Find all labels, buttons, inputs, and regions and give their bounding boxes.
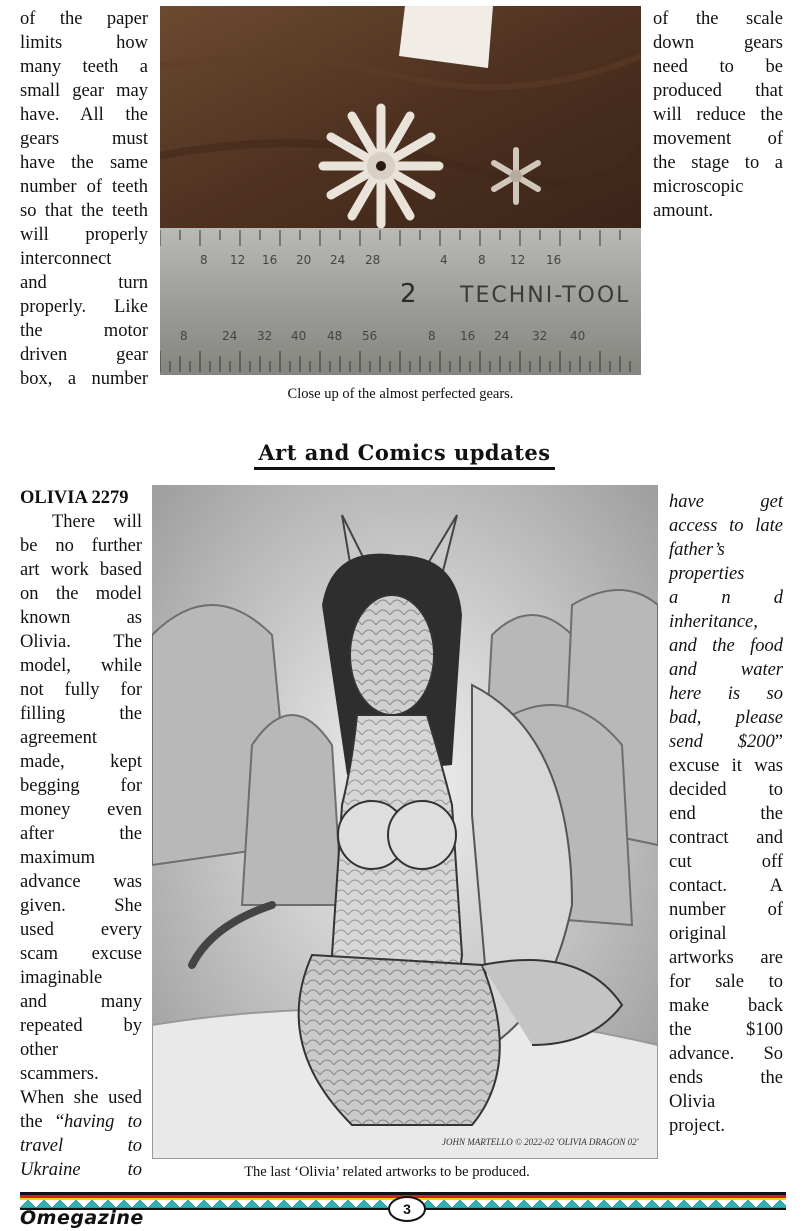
text-line: advance. So: [669, 1044, 783, 1064]
text-line: bad, please: [669, 708, 783, 728]
border-triangle: [628, 1200, 644, 1208]
ruler-tick: 40: [570, 329, 586, 343]
ruler-tick: 20: [296, 253, 312, 267]
border-triangle: [532, 1200, 548, 1208]
text-line: artworks are: [669, 948, 783, 968]
border-triangle: [436, 1200, 452, 1208]
text-line: driven gear: [20, 345, 148, 365]
ruler-tick: 8: [200, 253, 208, 267]
ruler-tick: 12: [230, 253, 246, 267]
ruler-tick: 28: [365, 253, 381, 267]
olivia-artwork-illustration: [152, 485, 658, 1159]
gear-photo-caption: Close up of the almost perfected gears.: [287, 386, 514, 402]
text-line: maximum: [20, 848, 96, 868]
text-line: microscopic: [653, 177, 744, 197]
ruler-tick: 12: [510, 253, 526, 267]
text-line: small gear may: [20, 81, 148, 101]
border-triangle: [724, 1200, 740, 1208]
text-line: other: [20, 1040, 59, 1060]
ruler-tick: 40: [291, 329, 307, 343]
border-triangle: [548, 1200, 564, 1208]
text-line: of the paper: [20, 9, 148, 29]
text-line: will reduce the: [653, 105, 783, 125]
border-triangle: [196, 1200, 212, 1208]
text-line: interconnect: [20, 249, 112, 269]
top-right-column: [653, 7, 783, 223]
text-line: movement of: [653, 129, 783, 149]
text-line: and water: [669, 660, 783, 680]
text-line: down gears: [653, 33, 783, 53]
ruler-tick: 16: [460, 329, 476, 343]
text-line: the stage to a: [653, 153, 783, 173]
text-line: money even: [20, 800, 142, 820]
text-line: limits how: [20, 33, 148, 53]
text-line: need to be: [653, 57, 783, 77]
border-triangle: [580, 1200, 596, 1208]
text-line: contract and: [669, 828, 783, 848]
border-triangle: [708, 1200, 724, 1208]
border-triangle: [644, 1200, 660, 1208]
text-line: access to late: [669, 516, 783, 536]
text-line: Olivia. The: [20, 632, 142, 652]
border-triangle: [308, 1200, 324, 1208]
text-line: produced that: [653, 81, 783, 101]
border-triangle: [772, 1200, 786, 1208]
text-line: amount.: [653, 201, 714, 221]
ruler-tick: 24: [222, 329, 238, 343]
text-line: When she used: [20, 1088, 142, 1108]
border-triangle: [516, 1200, 532, 1208]
ruler-tick: 56: [362, 329, 378, 343]
text-line: model, while: [20, 656, 142, 676]
ruler-tick: 48: [327, 329, 343, 343]
text-line: so that the teeth: [20, 201, 148, 221]
text-line: properly. Like: [20, 297, 148, 317]
text-line: have get: [669, 492, 783, 512]
border-triangle: [276, 1200, 292, 1208]
ruler-tick: 16: [546, 253, 562, 267]
ruler-tick: 24: [330, 253, 346, 267]
text-line: gears must: [20, 129, 148, 149]
gear-photo-illustration: [160, 6, 641, 375]
text-line: agreement: [20, 728, 98, 748]
text-line: a n d: [669, 588, 783, 608]
text-line: the “having to: [20, 1112, 142, 1132]
text-line: art work based: [20, 560, 142, 580]
gear-photo: [160, 6, 641, 375]
border-triangle: [292, 1200, 308, 1208]
text-line: box, a number: [20, 369, 148, 389]
section-heading: [0, 440, 809, 470]
text-line: many teeth a: [20, 57, 148, 77]
text-line: number of: [669, 900, 783, 920]
text-line: for sale to: [669, 972, 783, 992]
text-line: scam excuse: [20, 944, 142, 964]
olivia-artwork: [152, 485, 658, 1159]
text-line: ends the: [669, 1068, 783, 1088]
border-triangle: [356, 1200, 372, 1208]
ruler-tick: 8: [428, 329, 436, 343]
text-line: inheritance,: [669, 612, 758, 632]
border-triangle: [164, 1200, 180, 1208]
artwork-caption: The last ‘Olivia’ related artworks to be produced.: [244, 1164, 530, 1180]
text-line: filling the: [20, 704, 142, 724]
border-triangle: [740, 1200, 756, 1208]
text-line: excuse it was: [669, 756, 783, 776]
text-line: There will: [52, 512, 142, 532]
border-triangle: [324, 1200, 340, 1208]
text-line: known as: [20, 608, 142, 628]
border-triangle: [228, 1200, 244, 1208]
text-line: be no further: [20, 536, 142, 556]
border-triangle: [452, 1200, 468, 1208]
text-line: make back: [669, 996, 783, 1016]
border-triangle: [484, 1200, 500, 1208]
text-line: contact. A: [669, 876, 783, 896]
bottom-right-column: [669, 490, 783, 1138]
text-line: and many: [20, 992, 142, 1012]
bottom-left-column: [20, 486, 142, 1182]
border-triangle: [660, 1200, 676, 1208]
text-line: imaginable: [20, 968, 103, 988]
text-line: scammers.: [20, 1064, 99, 1084]
border-triangle: [756, 1200, 772, 1208]
ruler-number: 2: [400, 279, 417, 309]
border-triangle: [500, 1200, 516, 1208]
text-line: and the food: [669, 636, 783, 656]
text-line: will properly: [20, 225, 148, 245]
text-line: decided to: [669, 780, 783, 800]
text-line: the $100: [669, 1020, 783, 1040]
border-triangle: [212, 1200, 228, 1208]
page-number: 3: [388, 1196, 426, 1222]
text-line: have the same: [20, 153, 148, 173]
ruler-tick: 32: [532, 329, 548, 343]
text-line: begging for: [20, 776, 142, 796]
border-triangle: [372, 1200, 388, 1208]
text-line: given. She: [20, 896, 142, 916]
text-line: after the: [20, 824, 142, 844]
border-triangle: [468, 1200, 484, 1208]
text-line: the motor: [20, 321, 148, 341]
text-line: project.: [669, 1116, 725, 1136]
magazine-masthead: Omegazine: [20, 1207, 144, 1229]
text-line: not fully for: [20, 680, 142, 700]
border-triangle: [564, 1200, 580, 1208]
section-heading-text: Art and Comics updates: [254, 440, 554, 470]
article-heading: OLIVIA 2279: [20, 488, 129, 508]
border-triangle: [612, 1200, 628, 1208]
border-triangle: [596, 1200, 612, 1208]
ruler-tick: 16: [262, 253, 278, 267]
text-line: and turn: [20, 273, 148, 293]
border-triangle: [260, 1200, 276, 1208]
top-left-column: [20, 7, 148, 391]
text-line: travel to: [20, 1136, 142, 1156]
text-line: on the model: [20, 584, 142, 604]
ruler-tick: 24: [494, 329, 510, 343]
text-line: made, kept: [20, 752, 142, 772]
border-triangle: [244, 1200, 260, 1208]
text-line: advance was: [20, 872, 142, 892]
ruler-tick: 32: [257, 329, 273, 343]
ruler-tick: 8: [478, 253, 486, 267]
text-line: Olivia: [669, 1092, 716, 1112]
text-line: send $200”: [669, 732, 783, 752]
text-line: here is so: [669, 684, 783, 704]
text-line: original: [669, 924, 727, 944]
text-line: number of teeth: [20, 177, 148, 197]
ruler-tick: 4: [440, 253, 448, 267]
text-line: father’s: [669, 540, 725, 560]
border-triangle: [180, 1200, 196, 1208]
text-line: properties: [669, 564, 745, 584]
text-line: have. All the: [20, 105, 148, 125]
text-line: of the scale: [653, 9, 783, 29]
border-triangle: [676, 1200, 692, 1208]
border-triangle: [692, 1200, 708, 1208]
text-line: cut off: [669, 852, 783, 872]
text-line: end the: [669, 804, 783, 824]
border-triangle: [340, 1200, 356, 1208]
text-line: Ukraine to: [20, 1160, 142, 1180]
artist-signature: JOHN MARTELLO © 2022-02 'OLIVIA DRAGON 02': [442, 1137, 639, 1147]
ruler-tick: 8: [180, 329, 188, 343]
ruler-brand: TECHNI-TOOL: [460, 283, 631, 308]
border-triangle: [148, 1200, 164, 1208]
text-line: used every: [20, 920, 142, 940]
text-line: repeated by: [20, 1016, 142, 1036]
